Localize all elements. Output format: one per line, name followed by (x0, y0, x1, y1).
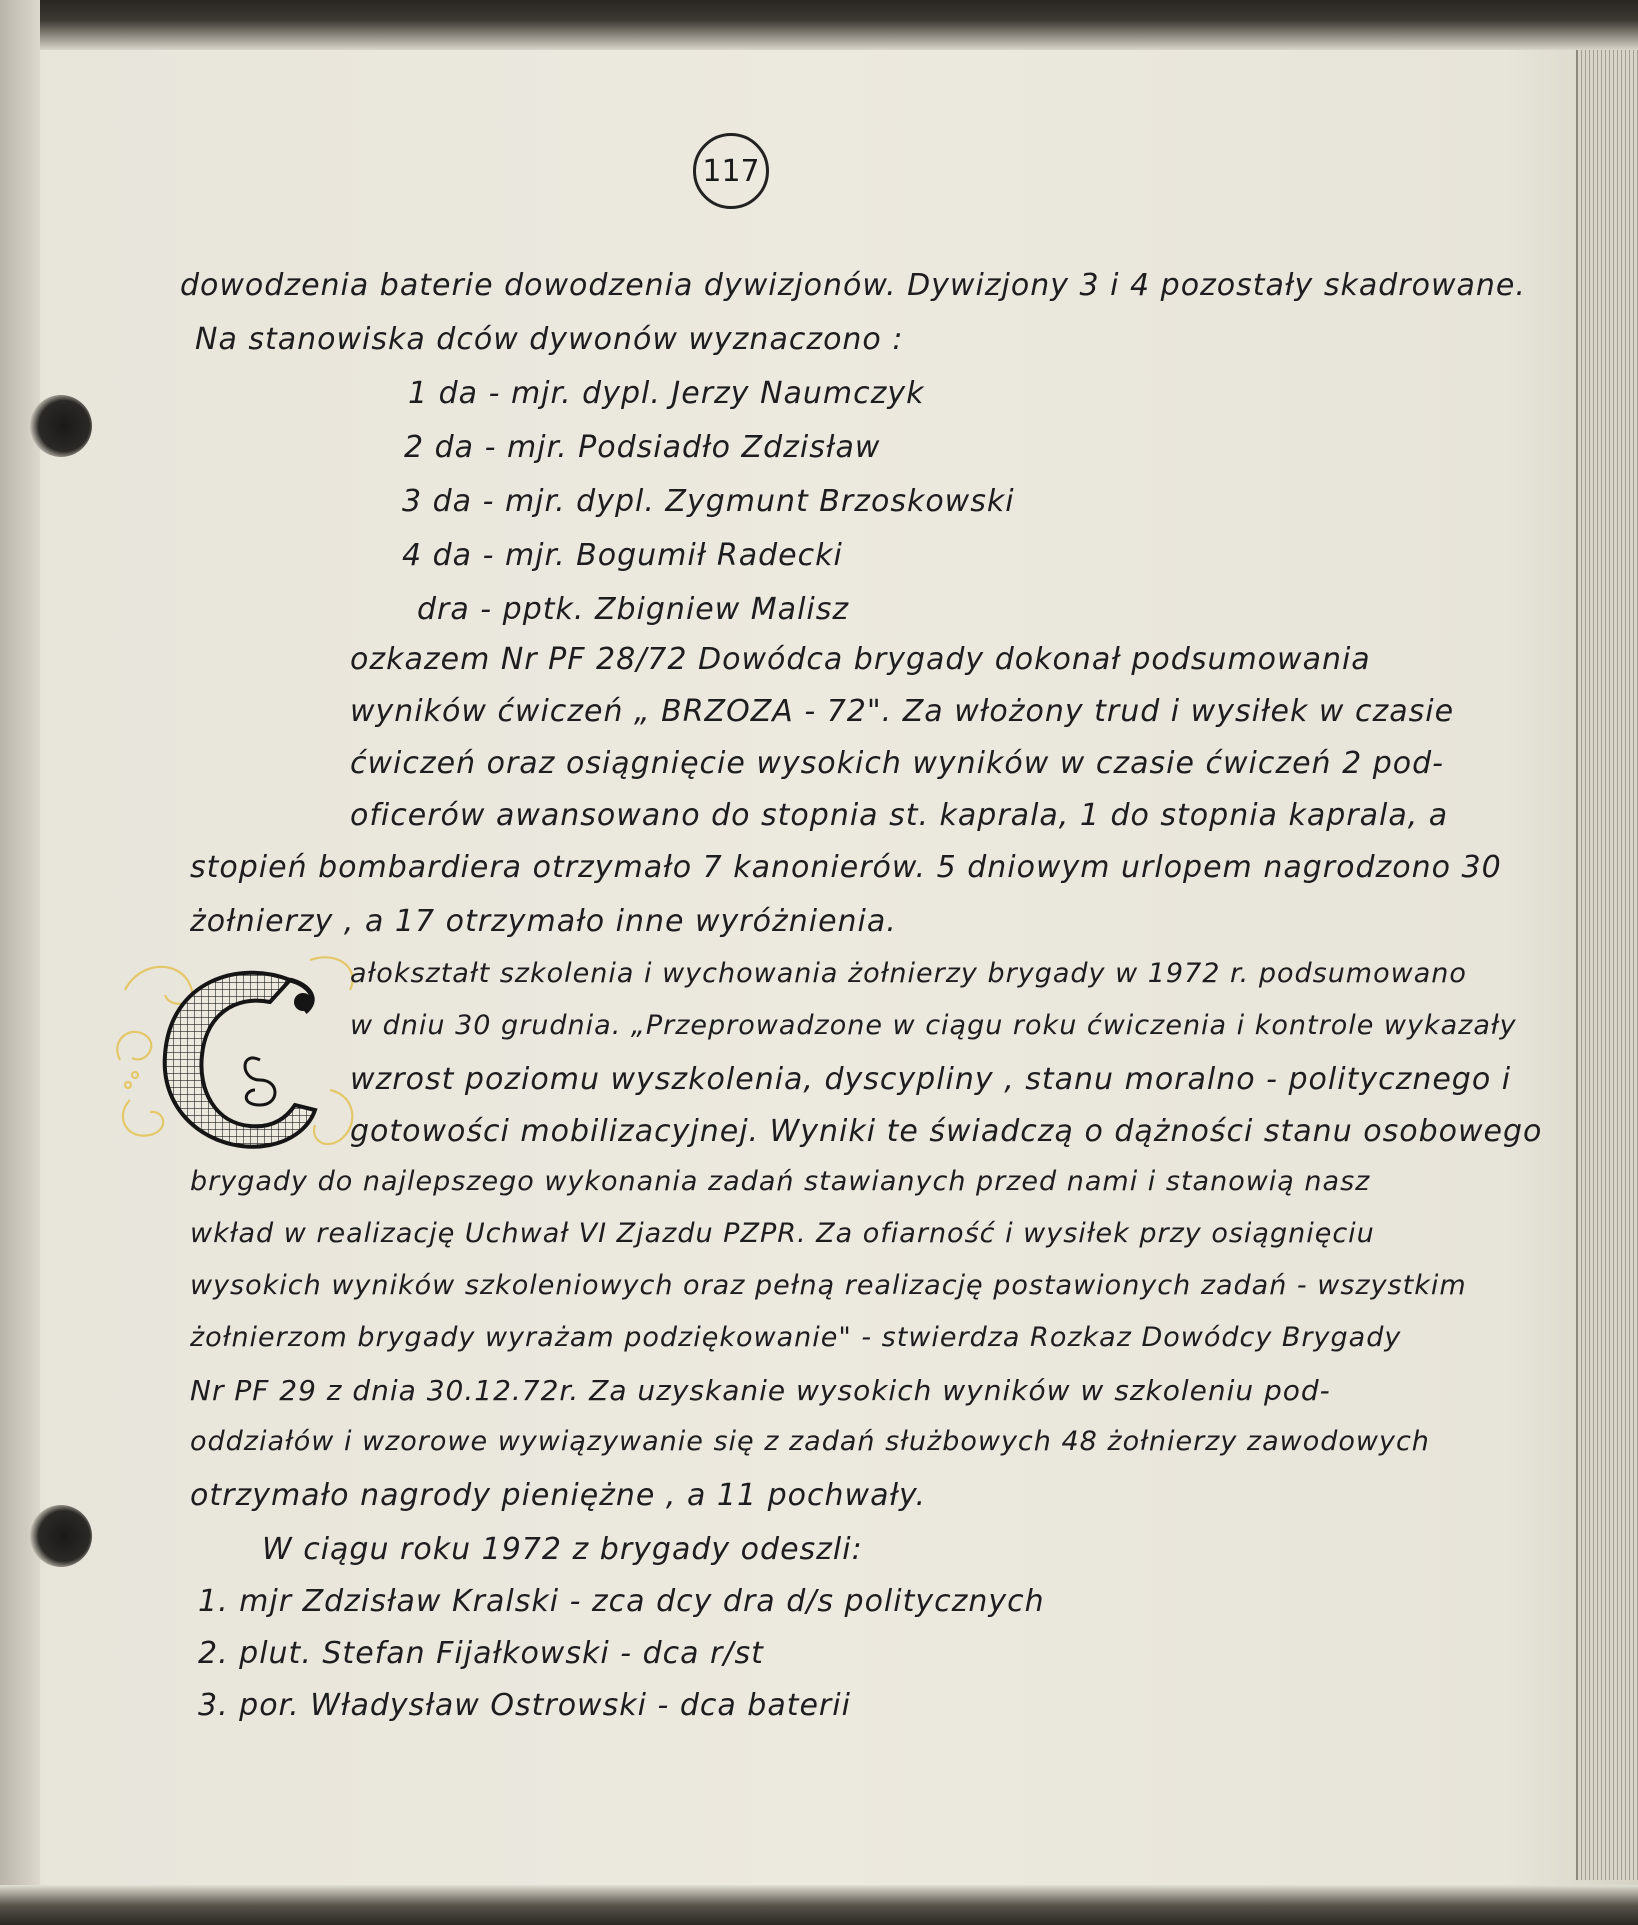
text-line-15: w dniu 30 grudnia. „Przeprowadzone w ciągu roku ćwiczenia i kontrole wykazały (350, 1010, 1517, 1041)
text-line-28: 3. por. Władysław Ostrowski - dca baterii (198, 1688, 851, 1723)
text-line-17: gotowości mobilizacyjnej. Wyniki te świadczą o dążności stanu osobowego (350, 1114, 1543, 1149)
text-line-14: ałokształt szkolenia i wychowania żołnierzy brygady w 1972 r. podsumowano (350, 958, 1467, 989)
page-edge-stack (1576, 50, 1638, 1880)
text-line-18: brygady do najlepszego wykonania zadań stawianych przed nami i stanowią nasz (190, 1166, 1371, 1197)
binder-hole-upper (30, 395, 92, 457)
text-line-10: ćwiczeń oraz osiągnięcie wysokich wyników w czasie ćwiczeń 2 pod- (350, 746, 1444, 781)
text-line-22: Nr PF 29 z dnia 30.12.72r. Za uzyskanie wysokich wyników w szkoleniu pod- (190, 1374, 1331, 1407)
text-line-7: dra - pptk. Zbigniew Malisz (417, 592, 850, 627)
page-number: 117 (693, 133, 769, 209)
text-line-26: 1. mjr Zdzisław Kralski - zca dcy dra d/s politycznych (198, 1584, 1045, 1619)
page-top-edge (0, 0, 1638, 50)
text-line-23: oddziałów i wzorowe wywiązywanie się z zadań służbowych 48 żołnierzy zawodowych (190, 1426, 1430, 1457)
initial-letter-body (165, 973, 315, 1147)
text-line-1: dowodzenia baterie dowodzenia dywizjonów. Dywizjony 3 i 4 pozostały skadrowane. (180, 268, 1526, 303)
text-line-27: 2. plut. Stefan Fijałkowski - dca r/st (198, 1636, 764, 1671)
text-line-13: żołnierzy , a 17 otrzymało inne wyróżnienia. (190, 904, 897, 939)
text-line-4: 2 da - mjr. Podsiadło Zdzisław (404, 430, 881, 465)
binder-hole-lower (30, 1505, 92, 1567)
decorated-initial-letter (110, 940, 370, 1170)
page-bottom-edge (0, 1885, 1638, 1925)
text-line-5: 3 da - mjr. dypl. Zygmunt Brzoskowski (402, 484, 1015, 519)
text-line-2: Na stanowiska dców dywonów wyznaczono : (195, 322, 904, 357)
text-line-19: wkład w realizację Uchwał VI Zjazdu PZPR. Za ofiarność i wysiłek przy osiągnięciu (190, 1218, 1375, 1249)
text-line-11: oficerów awansowano do stopnia st. kaprala, 1 do stopnia kaprala, a (350, 798, 1449, 833)
text-line-16: wzrost poziomu wyszkolenia, dyscypliny , stanu moralno - politycznego i (350, 1062, 1512, 1097)
text-line-21: żołnierzom brygady wyrażam podziękowanie" - stwierdza Rozkaz Dowódcy Brygady (190, 1322, 1402, 1353)
inner-swirl (245, 1058, 275, 1105)
text-line-9: wyników ćwiczeń „ BRZOZA - 72". Za włożony trud i wysiłek w czasie (350, 694, 1455, 729)
text-line-12: stopień bombardiera otrzymało 7 kanonierów. 5 dniowym urlopem nagrodzono 30 (190, 850, 1502, 885)
text-line-6: 4 da - mjr. Bogumił Radecki (402, 538, 843, 573)
text-line-24: otrzymało nagrody pieniężne , a 11 pochwały. (190, 1478, 927, 1513)
text-line-3: 1 da - mjr. dypl. Jerzy Naumczyk (408, 376, 925, 411)
text-line-8: ozkazem Nr PF 28/72 Dowódca brygady dokonał podsumowania (350, 642, 1371, 677)
text-line-20: wysokich wyników szkoleniowych oraz pełną realizację postawionych zadań - wszystkim (190, 1270, 1467, 1301)
text-line-25: W ciągu roku 1972 z brygady odeszli: (262, 1532, 863, 1567)
binding-spine (0, 0, 40, 1925)
